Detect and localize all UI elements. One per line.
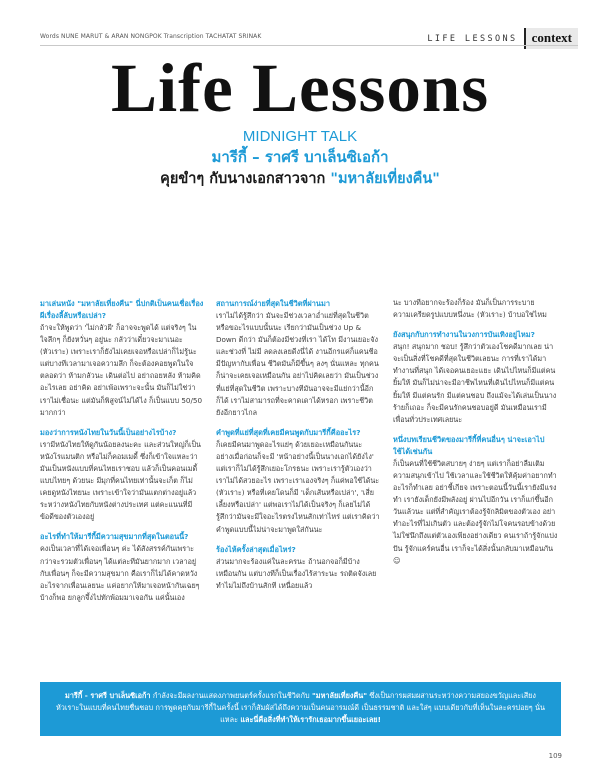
question-heading: ยังสนุกกับการทำงานในวงการบันเทิงอยู่ไหม? [393,330,535,340]
header-divider [40,45,578,46]
context-tab: context [524,28,578,49]
summary-box [40,682,561,736]
question-heading: คำพูดที่แย่ที่สุดที่เคยมีคนพูดกับมารีกี้คืออะไร? [216,427,361,437]
subtitle-tagline [0,170,600,189]
summary-text-2: ซึ่งเป็นการผสมผสานระหว่างความสยองขวัญและเสียงหัวเราะในแบบที่คนไทยชื่นชอบ การพูดคุยกับมารีกี้ในครั้งนี้ เราก็สัมผัสได้ถึงความเป็นคนอารมณ์ดี เป็นธรรมชาติ และใส่ๆ แบบเดียวกับที่เห็นในละครบ่อยๆ นั่นแหละ [55,691,546,725]
question-heading: มาเล่นหนัง "มหาลัยเที่ยงคืน" นี่ปกติเป็นคนเชื่อเรื่องผีเรื่องลี้ลับหรือเปล่า? [40,299,204,320]
question-heading: สถานการณ์ง่ายที่สุดในชีวิตที่ผ่านมา [216,299,330,308]
answer-paragraph: คงเป็นเวลาที่ได้เจอเพื่อนๆ ค่ะ ได้สังสรรค์กันเพราะกว่าจะรวมตัวเพื่อนๆ ได้แต่ละทีมันยากมาก เวลาอยู่กับเพื่อนๆ ก็จะมีความสุขมาก คือเราก็ไม่ได้คาดหวังอะไรจากเพื่อนเลยนะ แค่อยากให้มาเจอหน้ากันเฉยๆ บ้างก็พอ ยกลูกจึ้งไปทักพ้อมมาเจอกัน แค่นั้นเอง [40,544,200,602]
answer-paragraph: สนุก! สนุกมาก ชอบ! รู้สึกว่าตัวเองโชคดีมากเลย น่าจะเป็นสิ่งที่โชคดีที่สุดในชีวิตเลยนะ การที่เราได้มาทำงานที่สนุก ได้เจอคนเยอะแยะ เดินไปไหนก็มีแต่คนยิ้มให้ มันก็ไม่น่าจะมีอาชีพไหนที่เดินไปไหนก็มีแต่คนยิ้มให้ มีแต่คนรัก มีแต่คนชอบ ถึงแม้จะได้เล่นเป็นนางร้ายก็เถอะ ก็จะมีคนรักคนชอบอยู่ดี มันเหมือนเรามีเพื่อนทั่วประเทศเลยนะ [393,342,557,424]
answer-paragraph: ถ้าจะให้พูดว่า 'ไม่กลัวผี' ก็อาจจะพูดได้ แต่จริงๆ ในใจลึกๆ ก็ยังหวั่นๆ อยู่นะ กลัวว่าเดี๋ยวจะมาเนอะ (หัวเราะ) เพราะเราก็ยังไม่เคยเจอหรือเปล่าก็ไม่รู้นะ แต่บางทีเวลามาเจอความลึก ก็จะต้องคอยพูดในใจตลอดว่า ห้ามกลัวนะ เดินต่อไป อย่าถอยหลัง ห้ามคิดอะไรเลย อย่าคิด อย่าเพ้อเพราะจะนั้น มันก็ไม่ใช่ว่าเราไม่เชื่อนะ แต่มันก็พิสูจน์ไม่ได้ไง ก็เป็นแบบ 50/50 มากกว่า [40,323,203,417]
tagline-prefix: คุยขำๆ กับนางเอกสาวจาก [160,171,331,187]
question-heading: มองว่าการหนังไทยในวันนี้เป็นอย่างไรบ้าง? [40,427,177,437]
summary-text-1: กำลังจะมีผลงานแสดงภาพยนตร์ครั้งแรกในชีวิตกับ [150,691,312,700]
article-column-2 [216,298,380,600]
article-column-1 [40,298,204,612]
summary-film-title: "มหาลัยเที่ยงคืน" [312,691,368,700]
summary-name: มารีกี้ - ราศรี บาเล็นซิเอก้า [65,691,151,700]
answer-paragraph: เราไม่ได้รู้สึกว่า มันจะมีช่วงเวลาอ่ำแย่ที่สุดในชีวิตหรือขอะไรแบบนั้นนะ เรียกว่ามันเป็นช่วง Up & Down ดีกว่า มันก็ต้องมีช่วงที่เรา ได้โท มีงานเยอะจัง และช่วงที่ ไม่มี ลดลงเลยดีงนี่ได้ งานอีกรแค่ก็แคนชีอ มีปัญหากับเพื่อน ชีวิตมันก็มีขึ้นๆ ลงๆ นั่นแหละ ทุกคนก็น่าจะเคยเจอเหมือนกัน อย่าไปคิดเลยว่า มันเป็นช่วงที่แย่ที่สุดในชีวิต เพราะบางทีมันอาจจะมีแย่กว่านี้อีกก็ได้ เราไม่สามารถที่จะคาดเดาได้หรอก เพราะชีวิตยังอีกยาวไกล [216,311,379,417]
answer-paragraph: ส่วนมากจะร้องแค่ในละครนะ ถ้านอกจอก็มีบ้างเหมือนกัน แต่บางทีก็เป็นเรื่องไร้สาระนะ รถติดจังเลย ทำไมไม่ถึงบ้านสักที เหนื่อยแล้ว [216,556,377,590]
question-heading: ร้องไห้ครั้งล่าสุดเมื่อไหร่? [216,544,296,554]
summary-closing: และนี่คือสิ่งที่ทำให้เรารักเธอมากขึ้นเยอะเลย! [240,715,381,725]
page-number: 109 [548,752,562,760]
subtitle-interviewee-name: มารีกี้ – ราศรี บาเล็นซิเอก้า [211,148,389,166]
question-heading: หนึ่งบทเรียนชีวิตของมารีกี้ที่คนอื่นๆ น่าจะเอาไปใช้ได้เช่นกัน [393,434,545,456]
answer-paragraph: ก็เป็นคนที่ใช้ชีวิตสบายๆ ง่ายๆ แต่เราก็อย่าลืมเติมความสนุกเข้าไป ใช้เวลาและใช้ชีวิตให้คุ้มค่าอยากทำอะไรก็ทำเลย อย่าชี้เกียจ เพราะตอนนี้วันนี้เรายังมีแรงทำ เรายังเด็กยังมีพลังอยู่ ผ่านไปอีกวัน เราก็แก่ขึ้นอีกวันแล้วนะ แต่ที่สำคัญเราต้องรู้จักลิมิตของตัวเอง อย่าทำอะไรที่ไม่เกินตัว และต้องรู้จักไม่โจคนรอบข้างด้วย ไม่ใช่นึกถึงแต่ตัวเองเพียงอย่างเดียว คนเราถ้ารู้จักแบ่งปัน รู้จักแคร์คนอื่น เราก็จะได้สิ่งนั้นกลับมาเหมือนกัน ☺ [393,458,558,565]
page-title: Life Lessons [110,50,490,126]
credits-line: Words NUNE MARUT & ARAN NONGPOK Transcription TACHATAT SRINAK [40,33,262,40]
answer-paragraph: เรามีหนังไทยให้ดูกันน้อยลงนะคะ และส่วนใหญ่ก็เป็นหนังโรแมนติก หรือไม่ก็คอมเมดี้ ซึ่งก็เข้าใจแหละว่ามันเป็นหนังแบบที่คนไทยเราชอบ แล้วก็เป็นคอนเมดี้แบบไทยๆ ด้วยนะ มีมุกที่คนไทยเท่านั้นจะเก็ต ก็ไม่เคยดูหนังไทยนะ เพราะเข้าใจว่ามันแตกต่างอยู่แล้วระหว่างหนังไทยกับหนังต่างประเทศ แต่คะแนนที่มีข้อดีของตัวเองอยู่ [40,439,201,522]
section-label: LIFE LESSONS [427,33,518,44]
article-column-3 [393,297,561,575]
question-heading: อะไรที่ทำให้มารีกี้มีความสุขมากที่สุดในตอนนี้? [40,532,189,542]
answer-paragraph: ก็เคยมีคนมาพูดอะไรแย่ๆ ด้วยเยอะเหมือนกันนะ อย่างเมื่อก่อนก็จะมี 'หน้าอย่างนี้เป็นนางเอกได้ยังไง' แต่เราก็ไม่ได้รู้สึกเยอะโกรธนะ เพราะเรารู้ตัวเองว่าเราไม่ได้สวยอะไร เพราะเราเองจริงๆ ก็แค่พอใช้ได้นะ (หัวเราะ) หรือที่เคยโดนก็มี 'เด็กเส้นหรือเปล่า', 'เสี่ยเลี้ยงหรือเปล่า' แต่พอเราไม่ได้เป็นจริงๆ ก็เลยไม่ได้รู้สึกว่ามันจะมีใจอะไรตรงไหนสักเท่าไหร่ แต่เราคิดว่า คำพูดแบบนี้ไม่น่าจะมาพูดใส่กันนะ [216,439,380,534]
answer-paragraph: นะ บางทีอยากจะร้องก็ร้อง มันก็เป็นการระบายความเครียดรูปแบบหนึ่งนะ (หัวเราะ) บ้าบอใช่ไหม [393,298,547,320]
tagline-film-title: "มหาลัยเที่ยงคืน" [330,171,440,187]
subtitle-midnight-talk: MIDNIGHT TALK [242,128,358,145]
